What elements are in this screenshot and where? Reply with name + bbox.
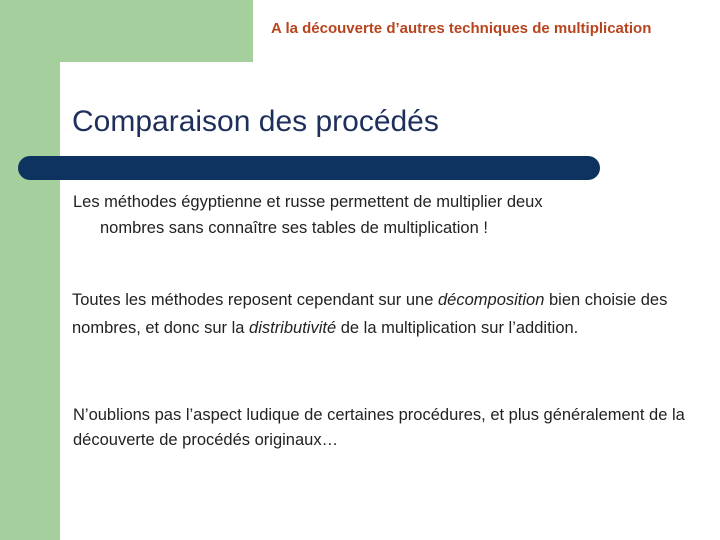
paragraph-ludic: N’oublions pas l’aspect ludique de certaines procédures, et plus généralement de la découverte de procédés originaux… bbox=[73, 406, 685, 449]
paragraph-decomposition-part1: Toutes les méthodes reposent cependant sur une bbox=[72, 291, 438, 309]
green-frame-top bbox=[0, 0, 253, 62]
paragraph-methods-line1: Les méthodes égyptienne et russe permettent de multiplier deux bbox=[73, 193, 543, 211]
emphasis-distributivity: distributivité bbox=[249, 319, 337, 337]
paragraph-methods-line2: nombres sans connaître ses tables de multiplication ! bbox=[100, 219, 488, 237]
paragraph-decomposition-part3: de la multiplication sur l’addition. bbox=[336, 319, 579, 337]
slide-header: A la découverte d’autres techniques de multiplication bbox=[271, 20, 652, 37]
paragraph-decomposition bbox=[72, 286, 692, 342]
title-underline-bar bbox=[18, 156, 600, 180]
emphasis-decomposition: décomposition bbox=[438, 291, 545, 309]
slide-title: Comparaison des procédés bbox=[72, 105, 439, 138]
paragraph-methods bbox=[73, 189, 683, 241]
paragraph-decomposition-part2: bien choisie des nombres, et donc sur la bbox=[72, 291, 668, 337]
green-frame-left bbox=[0, 0, 60, 540]
